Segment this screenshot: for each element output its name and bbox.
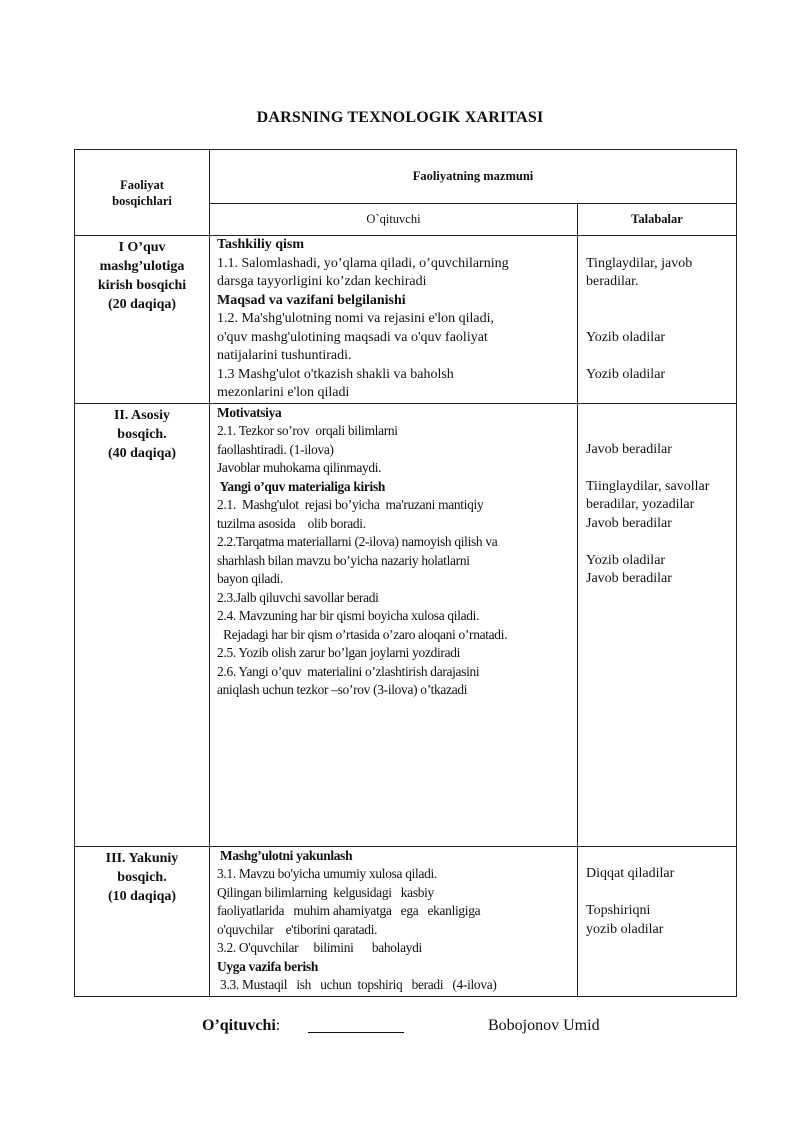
content-line: 3.1. Mavzu bo'yicha umumiy xulosa qiladi.	[217, 866, 437, 881]
cell-line: (40 daqiqa)	[107, 445, 177, 461]
cell-line: Tiinglaydilar, savollar	[586, 478, 710, 494]
stage-cell	[75, 236, 210, 404]
teacher-cell	[210, 403, 578, 846]
content-line: 3.3. Mustaqil ish uchun topshiriq beradi (4-ilova)	[217, 977, 497, 992]
cell-line: III. Yakuniy	[105, 850, 179, 866]
content-line: 2.4. Mavzuning har bir qismi boyicha xulosa qiladi.	[217, 608, 480, 623]
students-cell	[578, 846, 737, 996]
content-line: o'quv mashg'ulotining maqsadi va o'quv faoliyat	[217, 329, 488, 345]
cell-line: Javob beradilar	[586, 571, 672, 586]
cell-line: beradilar.	[586, 274, 639, 289]
cell-line: Diqqat qiladilar	[586, 866, 675, 881]
content-line: Javoblar muhokama qilinmaydi.	[217, 460, 382, 475]
cell-line	[586, 404, 730, 423]
stage-cell	[75, 846, 210, 996]
cell-line: Javob beradilar	[586, 441, 672, 457]
header-students: Talabalar	[578, 204, 737, 236]
content-line: 2.3.Jalb qiluvchi savollar beradi	[217, 589, 379, 605]
content-line: 3.2. O'quvchilar bilimini baholaydi	[217, 940, 422, 955]
content-line: 2.5. Yozib olish zarur bo’lgan joylarni yozdiradi	[217, 645, 461, 660]
cell-line: kirish bosqichi	[97, 278, 187, 293]
content-line: 2.6. Yangi o’quv materialini o’zlashtirish darajasini	[217, 663, 480, 679]
content-line: Qilingan bilimlarning kelgusidagi kasbiy	[217, 884, 434, 900]
cell-line: beradilar, yozadilar	[586, 497, 695, 512]
content-line: 1.3 Mashg'ulot o'tkazish shakli va baholsh	[217, 366, 454, 382]
cell-line: Topshiriqni	[586, 903, 651, 918]
content-line: tuzilma asosida olib boradi.	[217, 515, 366, 531]
content-line: natijalarini tushuntiradi.	[217, 348, 352, 363]
cell-line: yozib oladilar	[586, 921, 664, 937]
cell-line	[586, 292, 730, 311]
content-line: sharhlash bilan mavzu bo’yicha nazariy holatlarni	[217, 552, 470, 568]
cell-line: Tinglaydilar, javob	[586, 255, 693, 271]
cell-line	[586, 236, 730, 255]
section-heading: Maqsad va vazifani belgilanishi	[217, 292, 406, 308]
content-line: darsga tayyorligini ko’zdan kechiradi	[217, 274, 427, 289]
cell-line	[586, 310, 730, 329]
signature-colon: :	[275, 1017, 281, 1034]
document-title: DARSNING TEXNOLOGIK XARITASI	[256, 109, 544, 126]
cell-line	[586, 347, 730, 366]
cell-line: Javob beradilar	[586, 515, 672, 531]
cell-line: Yozib oladilar	[586, 329, 666, 345]
cell-line: mashg’ulotiga	[99, 259, 185, 274]
content-line: 2.2.Tarqatma materiallarni (2-ilova) namoyish qilish va	[217, 534, 498, 549]
teacher-cell	[210, 846, 578, 996]
content-line: aniqlash uchun tezkor –so’rov (3-ilova) o’tkazadi	[217, 682, 468, 697]
technology-map-table	[74, 149, 737, 997]
cell-line: II. Asosiy	[113, 407, 171, 423]
cell-line: bosqich.	[117, 869, 167, 885]
header-stages: Faoliyat bosqichlari	[75, 150, 210, 236]
signature-label-row	[202, 1017, 280, 1035]
students-cell	[578, 403, 737, 846]
cell-line	[586, 533, 730, 552]
section-heading: Yangi o’quv materialiga kirish	[217, 478, 386, 494]
content-line: 2.1. Mashg'ulot rejasi bo’yicha ma'ruzani mantiqiy	[217, 497, 484, 512]
content-line: Rejadagi har bir qism o’rtasida o’zaro aloqani o’rnatadi.	[217, 626, 508, 642]
teacher-cell	[210, 236, 578, 404]
cell-line: (10 daqiqa)	[107, 888, 177, 904]
cell-line	[586, 847, 730, 866]
signature-line	[308, 1018, 404, 1033]
section-heading: Uyga vazifa berish	[217, 958, 318, 974]
table-row	[75, 846, 737, 996]
table-row	[75, 236, 737, 404]
stage-cell	[75, 403, 210, 846]
teacher-name: Bobojonov Umid	[488, 1017, 600, 1034]
cell-line: bosqich.	[117, 426, 167, 442]
cell-line: I O’quv	[118, 240, 166, 255]
content-line: mezonlarini e'lon qiladi	[217, 385, 350, 400]
section-heading: Tashkiliy qism	[217, 237, 305, 252]
header-teacher: O`qituvchi	[210, 204, 578, 236]
content-line: faoliyatlarida muhim ahamiyatga ega ekanligiga	[217, 903, 481, 918]
cell-line: (20 daqiqa)	[107, 297, 177, 312]
cell-line	[586, 422, 730, 441]
students-cell	[578, 236, 737, 404]
cell-line	[586, 884, 730, 903]
cell-line: Yozib oladilar	[586, 366, 666, 382]
content-line: 1.1. Salomlashadi, yo’qlama qiladi, o’quvchilarning	[217, 255, 509, 271]
signature-label: O’qituvchi	[202, 1017, 276, 1034]
section-heading: Mashg’ulotni yakunlash	[217, 847, 353, 863]
cell-line	[586, 459, 730, 478]
header-content: Faoliyatning mazmuni	[210, 150, 737, 204]
content-line: 2.1. Tezkor so’rov orqali bilimlarni	[217, 423, 398, 438]
content-line: faollashtiradi. (1-ilova)	[217, 441, 334, 457]
content-line: bayon qiladi.	[217, 571, 284, 586]
content-line: 1.2. Ma'shg'ulotning nomi va rejasini e'lon qiladi,	[217, 311, 495, 326]
content-line: o'quvchilar e'tiborini qaratadi.	[217, 921, 378, 937]
section-heading: Motivatsiya	[217, 404, 282, 420]
table-row	[75, 403, 737, 846]
cell-line: Yozib oladilar	[586, 552, 666, 568]
